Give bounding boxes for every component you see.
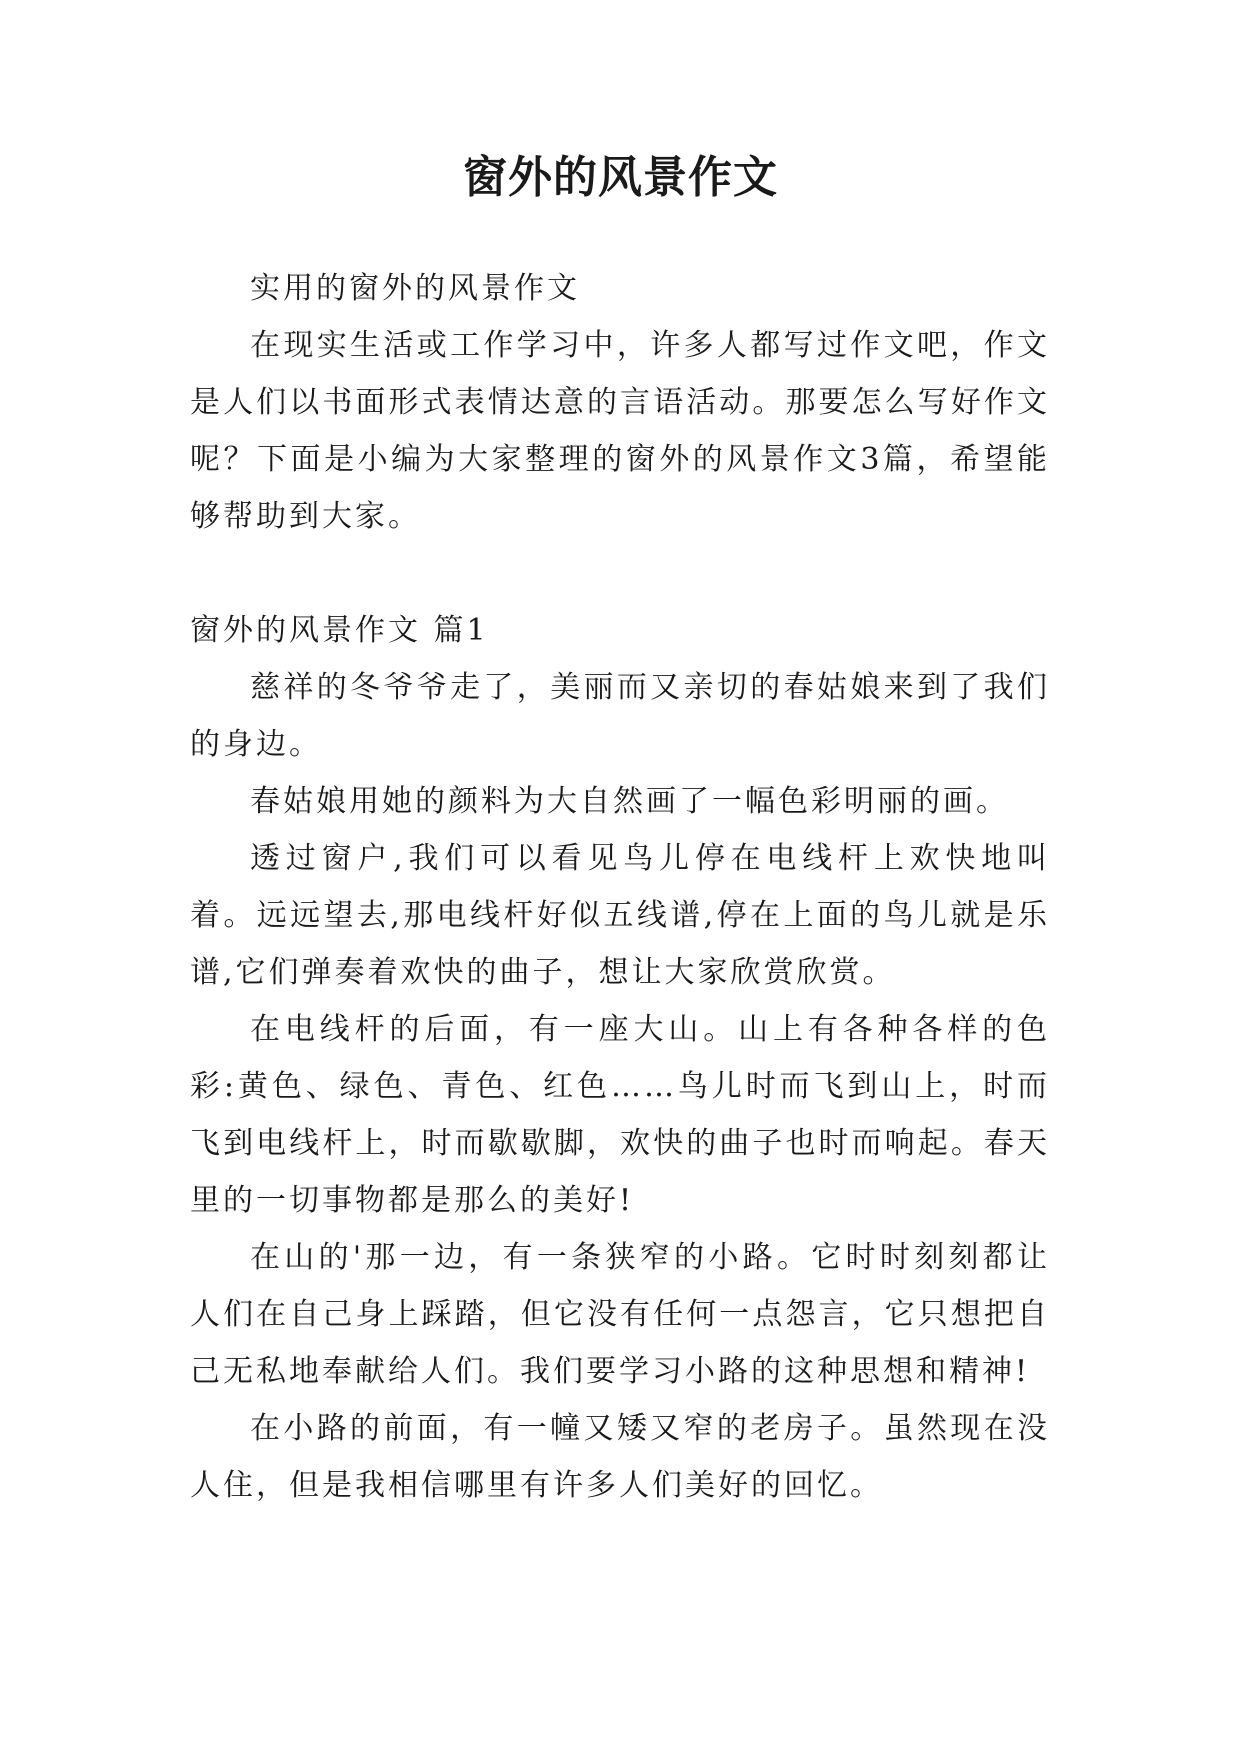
paragraph: 慈祥的冬爷爷走了，美丽而又亲切的春姑娘来到了我们的身边。	[190, 670, 1050, 762]
paragraph: 在小路的前面，有一幢又矮又窄的老房子。虽然现在没人住，但是我相信哪里有许多人们美好的回忆。	[190, 1411, 1050, 1503]
paragraph: 透过窗户,我们可以看见鸟儿停在电线杆上欢快地叫着。远远望去,那电线杆好似五线谱,停在上面的鸟儿就是乐谱,它们弹奏着欢快的曲子，想让大家欣赏欣赏。	[190, 841, 1050, 990]
paragraph: 春姑娘用她的颜料为大自然画了一幅色彩明丽的画。	[250, 784, 1009, 819]
document-title: 窗外的风景作文	[463, 152, 778, 203]
intro-subtitle: 实用的窗外的风景作文	[250, 271, 580, 306]
document-body	[190, 260, 1050, 1514]
section-heading: 窗外的风景作文 篇1	[190, 613, 489, 648]
paragraph: 在电线杆的后面，有一座大山。山上有各种各样的色彩:黄色、绿色、青色、红色……鸟儿时而飞到山上，时而飞到电线杆上，时而歇歇脚，欢快的曲子也时而响起。春天里的一切事物都是那么的美好!	[190, 1012, 1050, 1218]
paragraph: 在山的'那一边，有一条狭窄的小路。它时时刻刻都让人们在自己身上踩踏，但它没有任何一点怨言，它只想把自己无私地奉献给人们。我们要学习小路的这种思想和精神!	[190, 1240, 1050, 1389]
intro-paragraph: 在现实生活或工作学习中，许多人都写过作文吧，作文是人们以书面形式表情达意的言语活动。那要怎么写好作文呢？下面是小编为大家整理的窗外的风景作文3篇，希望能够帮助到大家。	[190, 328, 1050, 534]
